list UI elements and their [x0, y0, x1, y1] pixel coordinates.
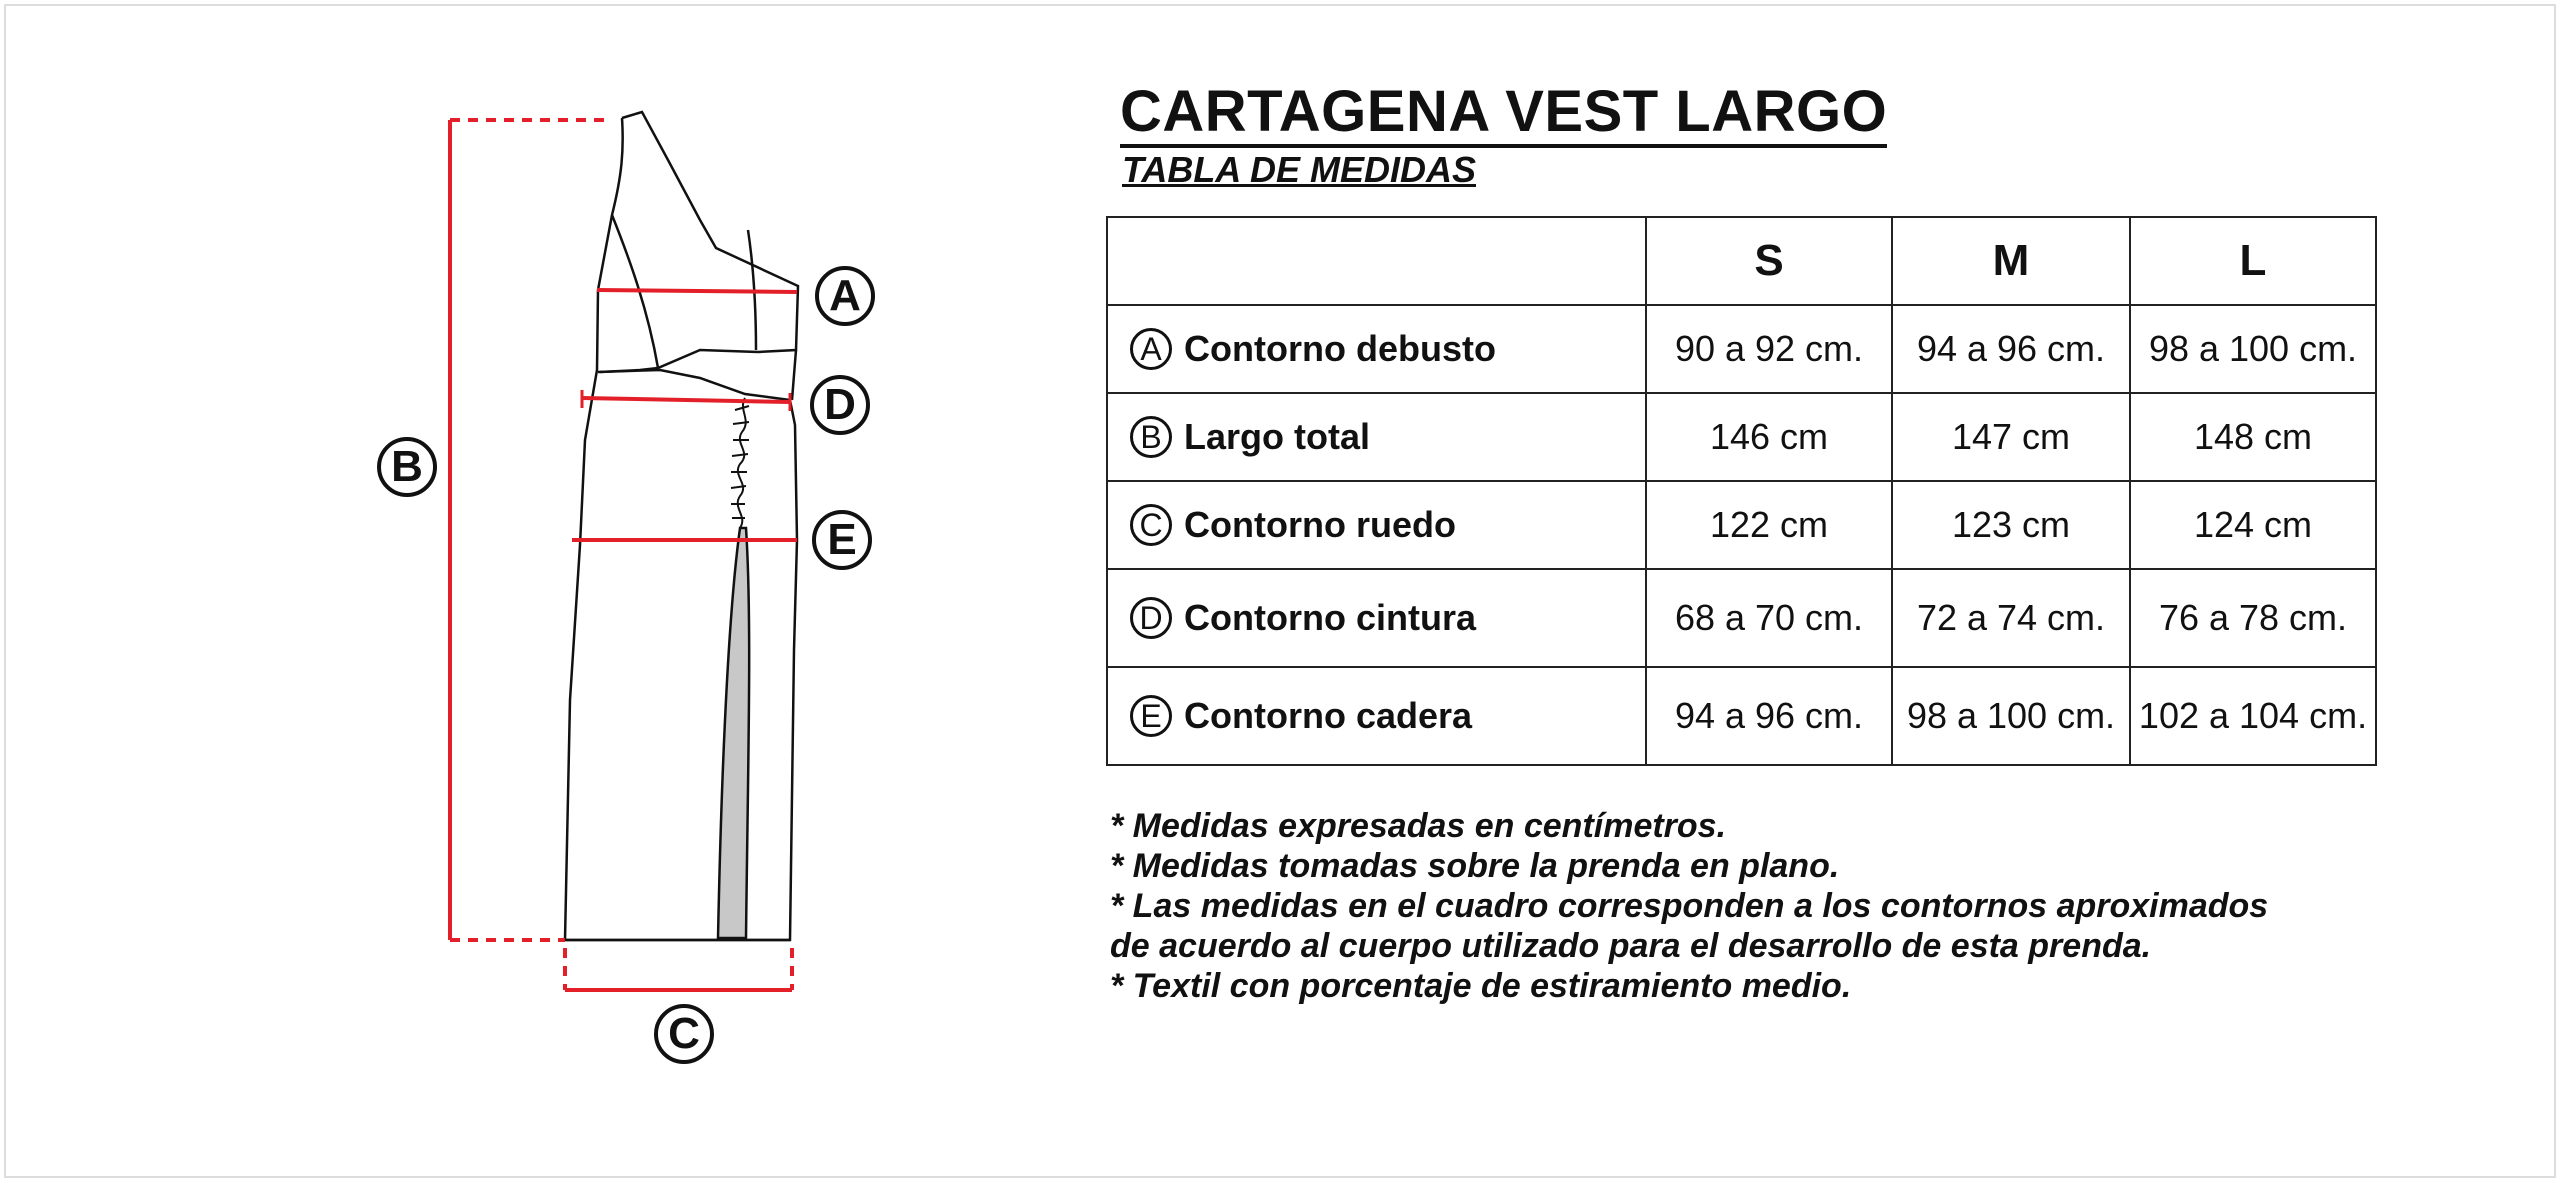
size-header-s: S	[1646, 217, 1892, 305]
row-label	[1107, 393, 1646, 481]
size-header-l: L	[2130, 217, 2376, 305]
measure-line-a	[597, 290, 797, 292]
table-row	[1107, 569, 2376, 667]
table-cell: 98 a 100 cm.	[1892, 667, 2130, 765]
dress-outline	[565, 112, 798, 940]
row-label-text: Contorno debusto	[1184, 328, 1496, 369]
slit-panel	[718, 528, 749, 938]
table-cell: 94 a 96 cm.	[1892, 305, 2130, 393]
row-marker: A	[1130, 328, 1172, 370]
ruching-detail	[731, 398, 749, 528]
note-item: * Textil con porcentaje de estiramiento medio.	[1110, 967, 1852, 1005]
table-cell: 123 cm	[1892, 481, 2130, 569]
row-marker: B	[1130, 416, 1172, 458]
row-label-text: Contorno cadera	[1184, 695, 1473, 736]
size-header-m: M	[1892, 217, 2130, 305]
row-label-text: Contorno ruedo	[1184, 504, 1456, 545]
page-subtitle: TABLA DE MEDIDAS	[1122, 149, 1476, 190]
table-row	[1107, 481, 2376, 569]
row-label-text: Contorno cintura	[1184, 597, 1476, 638]
row-label-text: Largo total	[1184, 416, 1370, 457]
marker-c: C	[654, 1004, 714, 1064]
table-cell: 68 a 70 cm.	[1646, 569, 1892, 667]
note-item: * Medidas tomadas sobre la prenda en plano.	[1110, 847, 1840, 885]
table-cell: 148 cm	[2130, 393, 2376, 481]
marker-d: D	[810, 375, 870, 435]
table-row	[1107, 305, 2376, 393]
row-label	[1107, 569, 1646, 667]
table-header-row	[1107, 217, 2376, 305]
notes-block	[1110, 806, 2310, 1006]
row-label	[1107, 667, 1646, 765]
note-item: * Medidas expresadas en centímetros.	[1110, 807, 1727, 845]
table-cell: 146 cm	[1646, 393, 1892, 481]
table-cell: 98 a 100 cm.	[2130, 305, 2376, 393]
row-marker: C	[1130, 504, 1172, 546]
marker-a: A	[815, 266, 875, 326]
table-cell: 94 a 96 cm.	[1646, 667, 1892, 765]
measure-line-d	[582, 398, 790, 402]
table-cell: 122 cm	[1646, 481, 1892, 569]
table-cell: 76 a 78 cm.	[2130, 569, 2376, 667]
marker-b: B	[377, 437, 437, 497]
marker-e: E	[812, 510, 872, 570]
row-label	[1107, 481, 1646, 569]
row-marker: E	[1130, 695, 1172, 737]
size-table	[1106, 216, 2377, 766]
table-cell: 90 a 92 cm.	[1646, 305, 1892, 393]
table-cell: 72 a 74 cm.	[1892, 569, 2130, 667]
row-marker: D	[1130, 597, 1172, 639]
table-row	[1107, 393, 2376, 481]
table-cell: 124 cm	[2130, 481, 2376, 569]
page-title: CARTAGENA VEST LARGO	[1120, 82, 1887, 148]
table-cell: 147 cm	[1892, 393, 2130, 481]
table-row	[1107, 667, 2376, 765]
table-header-blank	[1107, 217, 1646, 305]
row-label	[1107, 305, 1646, 393]
table-cell: 102 a 104 cm.	[2130, 667, 2376, 765]
note-item: * Las medidas en el cuadro corresponden a los contornos aproximados de acuerdo al cuerpo utilizado para el desarrollo de esta prenda.	[1110, 887, 2269, 965]
